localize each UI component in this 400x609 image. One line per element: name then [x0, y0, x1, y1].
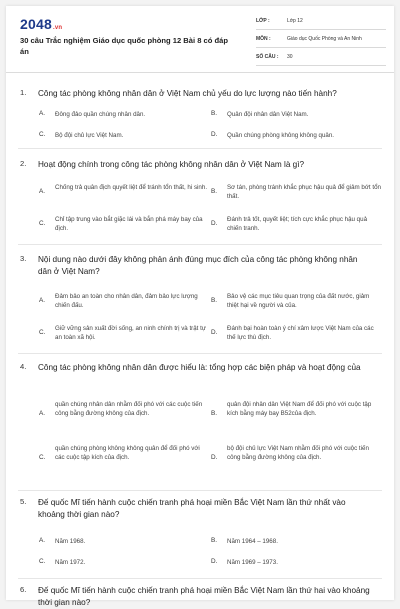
document-title: 30 câu Trắc nghiệm Giáo dục quốc phòng 12 Bài 8 có đáp án [20, 36, 229, 56]
option-text: Quần chúng phòng không không quân. [227, 132, 334, 139]
option-text: Sơ tán, phòng tránh khắc phục hậu quả để giảm bớt tổn thất. [227, 184, 381, 200]
option-letter: D. [211, 454, 218, 461]
option-letter: D. [211, 329, 218, 336]
option-text: Quân đội nhân dân Việt Nam. [227, 111, 309, 118]
option-text: Đánh trả tốt, quyết liệt; tích cực khắc phục hậu quả chiến tranh. [227, 216, 368, 232]
question-number: 3. [20, 254, 27, 263]
page-header [6, 6, 394, 72]
option-text: quân đội nhân dân Việt Nam để đối phó với cuộc tập kích bằng máy bay B52của địch. [227, 401, 372, 417]
question-text: Nội dung nào dưới đây không phản ánh đúng mục đích của công tác phòng không nhân dân ở Việt Nam? [38, 255, 358, 276]
option-letter: D. [211, 131, 218, 138]
option-letter: D. [211, 220, 218, 227]
header-divider [6, 72, 394, 73]
option-text: Đánh bại hoàn toàn ý chí xâm lược Việt Nam của các thế lực thù địch. [227, 325, 374, 341]
option-letter: A. [39, 188, 46, 195]
meta-key: LỚP : [256, 18, 270, 24]
meta-key: SỐ CÂU : [256, 54, 279, 60]
option-letter: C. [39, 454, 46, 461]
document-page [6, 6, 394, 607]
question-number: 5. [20, 497, 27, 506]
option-text: Đảm bảo an toàn cho nhân dân, đảm bảo lực lượng chiến đấu. [55, 293, 198, 309]
option-letter: A. [39, 297, 46, 304]
question-text: Công tác phòng không nhân dân được hiểu là: tổng hợp các biện pháp và hoạt động của [38, 363, 361, 372]
option-letter: A. [39, 110, 46, 117]
question-text: Công tác phòng không nhân dân ở Việt Nam chủ yếu do lực lượng nào tiến hành? [38, 89, 337, 98]
option-text: Bộ đội chủ lực Việt Nam. [55, 132, 124, 139]
option-text: quần chúng phòng không không quân để đối phó với các cuộc tập kích của địch. [55, 445, 200, 461]
question-number: 2. [20, 159, 27, 168]
option-letter: B. [211, 537, 218, 544]
option-letter: C. [39, 220, 46, 227]
option-letter: B. [211, 297, 218, 304]
question-divider [18, 244, 382, 245]
option-letter: B. [211, 110, 218, 117]
question-number: 1. [20, 88, 27, 97]
question-divider [18, 490, 382, 491]
option-letter: C. [39, 558, 46, 565]
option-letter: A. [39, 537, 46, 544]
option-letter: A. [39, 410, 46, 417]
option-text: Giữ vững sản xuất đời sống, an ninh chính trị và trật tự an toàn xã hội. [55, 325, 206, 341]
option-text: Bảo vệ các mục tiêu quan trọng của đất nước, giảm thiệt hại về người và của. [227, 293, 370, 309]
meta-row-grade [256, 14, 386, 30]
question-divider [18, 353, 382, 354]
option-text: Năm 1972. [55, 559, 86, 566]
option-text: Năm 1964 – 1968. [227, 538, 278, 545]
option-letter: C. [39, 131, 46, 138]
option-text: quần chúng nhân dân nhằm đối phó với các cuộc tiến công bằng đường không của địch. [55, 401, 203, 417]
meta-value: 30 [287, 54, 293, 60]
meta-table [256, 14, 386, 68]
option-letter: B. [211, 188, 218, 195]
meta-key: MÔN : [256, 36, 271, 42]
logo-suffix: .vn [52, 25, 63, 31]
option-letter: D. [211, 558, 218, 565]
option-letter: C. [39, 329, 46, 336]
option-text: Chỉ tập trung vào bắt giặc lái và bắn phá máy bay của địch. [55, 216, 203, 232]
meta-row-count [256, 50, 386, 66]
option-text: Chống trả quân địch quyết liệt để tránh tổn thất, hi sinh. [55, 184, 208, 191]
question-number: 4. [20, 362, 27, 371]
meta-row-subject [256, 32, 386, 48]
option-text: Năm 1969 – 1973. [227, 559, 278, 566]
question-text: Hoạt động chính trong công tác phòng không nhân dân ở Việt Nam là gì? [38, 160, 305, 169]
question-divider [18, 578, 382, 579]
question-text: Đế quốc Mĩ tiến hành cuộc chiến tranh phá hoại miền Bắc Việt Nam lần thứ nhất vào khoảng thời gian nào? [38, 498, 346, 519]
question-number: 6. [20, 585, 27, 594]
site-logo[interactable] [20, 16, 62, 32]
option-text: bộ đội chủ lực Việt Nam nhằm đối phó với cuộc tiến công bằng đường không của địch. [227, 445, 369, 461]
option-text: Năm 1968. [55, 538, 86, 545]
question-divider [18, 148, 382, 149]
meta-value: Giáo dục Quốc Phòng và An Ninh [287, 36, 362, 42]
question-text: Đế quốc Mĩ tiến hành cuộc chiến tranh phá hoại miền Bắc Việt Nam lần thứ hai vào khoảng thời gian nào? [38, 586, 370, 607]
logo-text: 2048 [20, 16, 52, 32]
option-letter: B. [211, 410, 218, 417]
option-text: Đông đảo quần chúng nhân dân. [55, 111, 146, 118]
meta-value: Lớp 12 [287, 18, 303, 24]
